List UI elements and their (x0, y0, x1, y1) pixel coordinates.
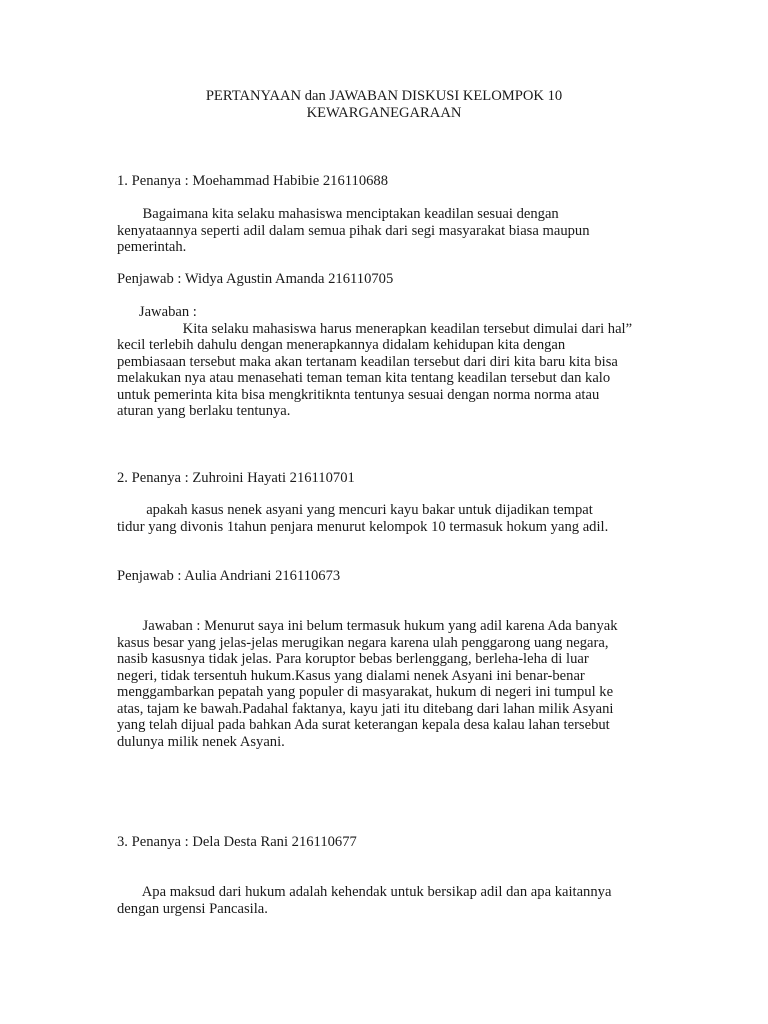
section-1-penjawab: Penjawab : Widya Agustin Amanda 216110705 (117, 271, 394, 287)
section-2-answer (117, 618, 657, 750)
answer-line: untuk pemerinta kita bisa mengkritiknta tentunya sesuai dengan norma norma atau (117, 386, 600, 403)
question-line: kenyataannya seperti adil dalam semua pihak dari segi masyarakat biasa maupun (117, 222, 590, 239)
answer-line: pembiasaan tersebut maka akan tertanam keadilan tersebut dari diri kita baru kita bisa (117, 353, 618, 370)
question-line: tidur yang divonis 1tahun penjara menurut kelompok 10 termasuk hokum yang adil. (117, 518, 609, 535)
answer-line: kasus besar yang jelas-jelas merugikan negara karena ulah penggarong uang negara, (117, 634, 609, 651)
document-title (100, 88, 668, 121)
answer-line: aturan yang berlaku tentunya. (117, 403, 291, 419)
question-line: dengan urgensi Pancasila. (117, 900, 268, 917)
section-3-question (117, 884, 657, 917)
answer-line: atas, tajam ke bawah.Padahal faktanya, kayu jati itu ditebang dari lahan milik Asyani (117, 700, 614, 717)
question-line: Apa maksud dari hukum adalah kehendak untuk bersikap adil dan apa kaitannya (117, 884, 612, 900)
answer-line: negeri, tidak tersentuh hukum.Kasus yang dialami nenek Asyani ini benar-benar (117, 667, 585, 684)
answer-line: yang telah dijual pada bahkan Ada surat keterangan kepala desa kalau lahan tersebut (117, 717, 610, 733)
question-line: apakah kasus nenek asyani yang mencuri kayu bakar untuk dijadikan tempat (117, 502, 593, 518)
title-line-1: PERTANYAAN dan JAWABAN DISKUSI KELOMPOK 10 (205, 88, 563, 104)
section-1-penanya: 1. Penanya : Moehammad Habibie 216110688 (117, 173, 389, 189)
answer-label: Jawaban : (117, 304, 197, 320)
title-line-2: KEWARGANEGARAAN (306, 104, 462, 121)
answer-line: menggambarkan pepatah yang populer di masyarakat, hukum di negeri ini tumpul ke (117, 684, 614, 700)
answer-line: kecil terlebih dahulu dengan menerapkannya didalam kehidupan kita dengan (117, 337, 566, 353)
section-1-question (117, 206, 657, 256)
question-line: Bagaimana kita selaku mahasiswa menciptakan keadilan sesuai dengan (117, 206, 559, 222)
section-2-penjawab: Penjawab : Aulia Andriani 216110673 (117, 568, 341, 584)
section-3-penanya: 3. Penanya : Dela Desta Rani 216110677 (117, 834, 357, 850)
answer-line: Kita selaku mahasiswa harus menerapkan keadilan tersebut dimulai dari hal” (117, 320, 633, 337)
answer-line: Jawaban : Menurut saya ini belum termasuk hukum yang adil karena Ada banyak (117, 618, 618, 634)
section-1-answer (117, 304, 657, 420)
section-2-question (117, 502, 657, 535)
answer-line: melakukan nya atau menasehati teman teman kita tentang keadilan tersebut dan kalo (117, 370, 611, 386)
question-line: pemerintah. (117, 239, 187, 255)
section-2-penanya: 2. Penanya : Zuhroini Hayati 216110701 (117, 470, 355, 486)
answer-line: dulunya milik nenek Asyani. (117, 733, 285, 750)
answer-line: nasib kasusnya tidak jelas. Para koruptor bebas berlenggang, berleha-leha di luar (117, 651, 589, 667)
